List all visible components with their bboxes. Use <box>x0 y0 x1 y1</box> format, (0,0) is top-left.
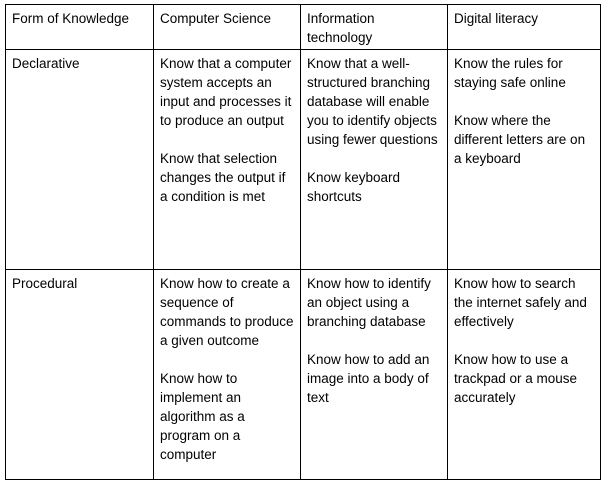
cell-declarative-digital-literacy <box>448 50 601 270</box>
cell-text: Know how to identify an object using a branching database <box>307 276 431 329</box>
cell-text: Know that selection changes the output if a condition is met <box>160 151 286 204</box>
cell-text: Know how to implement an algorithm as a program on a computer <box>160 371 245 462</box>
cell-text: Know keyboard shortcuts <box>307 170 401 204</box>
cell-text: Know how to create a sequence of commands to produce a given outcome <box>160 276 294 348</box>
header-digital-literacy: Digital literacy <box>448 5 601 50</box>
row-label-declarative: Declarative <box>6 50 154 270</box>
cell-text: Know the rules for staying safe online <box>454 56 566 90</box>
cell-declarative-information-technology <box>301 50 448 270</box>
cell-procedural-information-technology <box>301 270 448 480</box>
cell-declarative-computer-science <box>154 50 301 270</box>
row-label-procedural: Procedural <box>6 270 154 480</box>
cell-text: Know how to add an image into a body of text <box>307 352 430 405</box>
cell-procedural-computer-science <box>154 270 301 480</box>
cell-text: Know how to use a trackpad or a mouse accurately <box>454 352 578 405</box>
table-row-declarative <box>6 50 601 270</box>
header-form-of-knowledge: Form of Knowledge <box>6 5 154 50</box>
header-information-technology: Information technology <box>301 5 448 50</box>
cell-text: Know that a computer system accepts an input and processes it to produce an output <box>160 56 292 128</box>
header-row <box>6 5 601 50</box>
cell-text: Know that a well-structured branching database will enable you to identify objects using fewer questions <box>307 56 438 147</box>
cell-text: Know where the different letters are on a keyboard <box>454 113 586 166</box>
cell-text: Know how to search the internet safely and effectively <box>454 276 587 329</box>
knowledge-table <box>5 4 601 480</box>
table-row-procedural <box>6 270 601 480</box>
header-computer-science: Computer Science <box>154 5 301 50</box>
cell-procedural-digital-literacy <box>448 270 601 480</box>
